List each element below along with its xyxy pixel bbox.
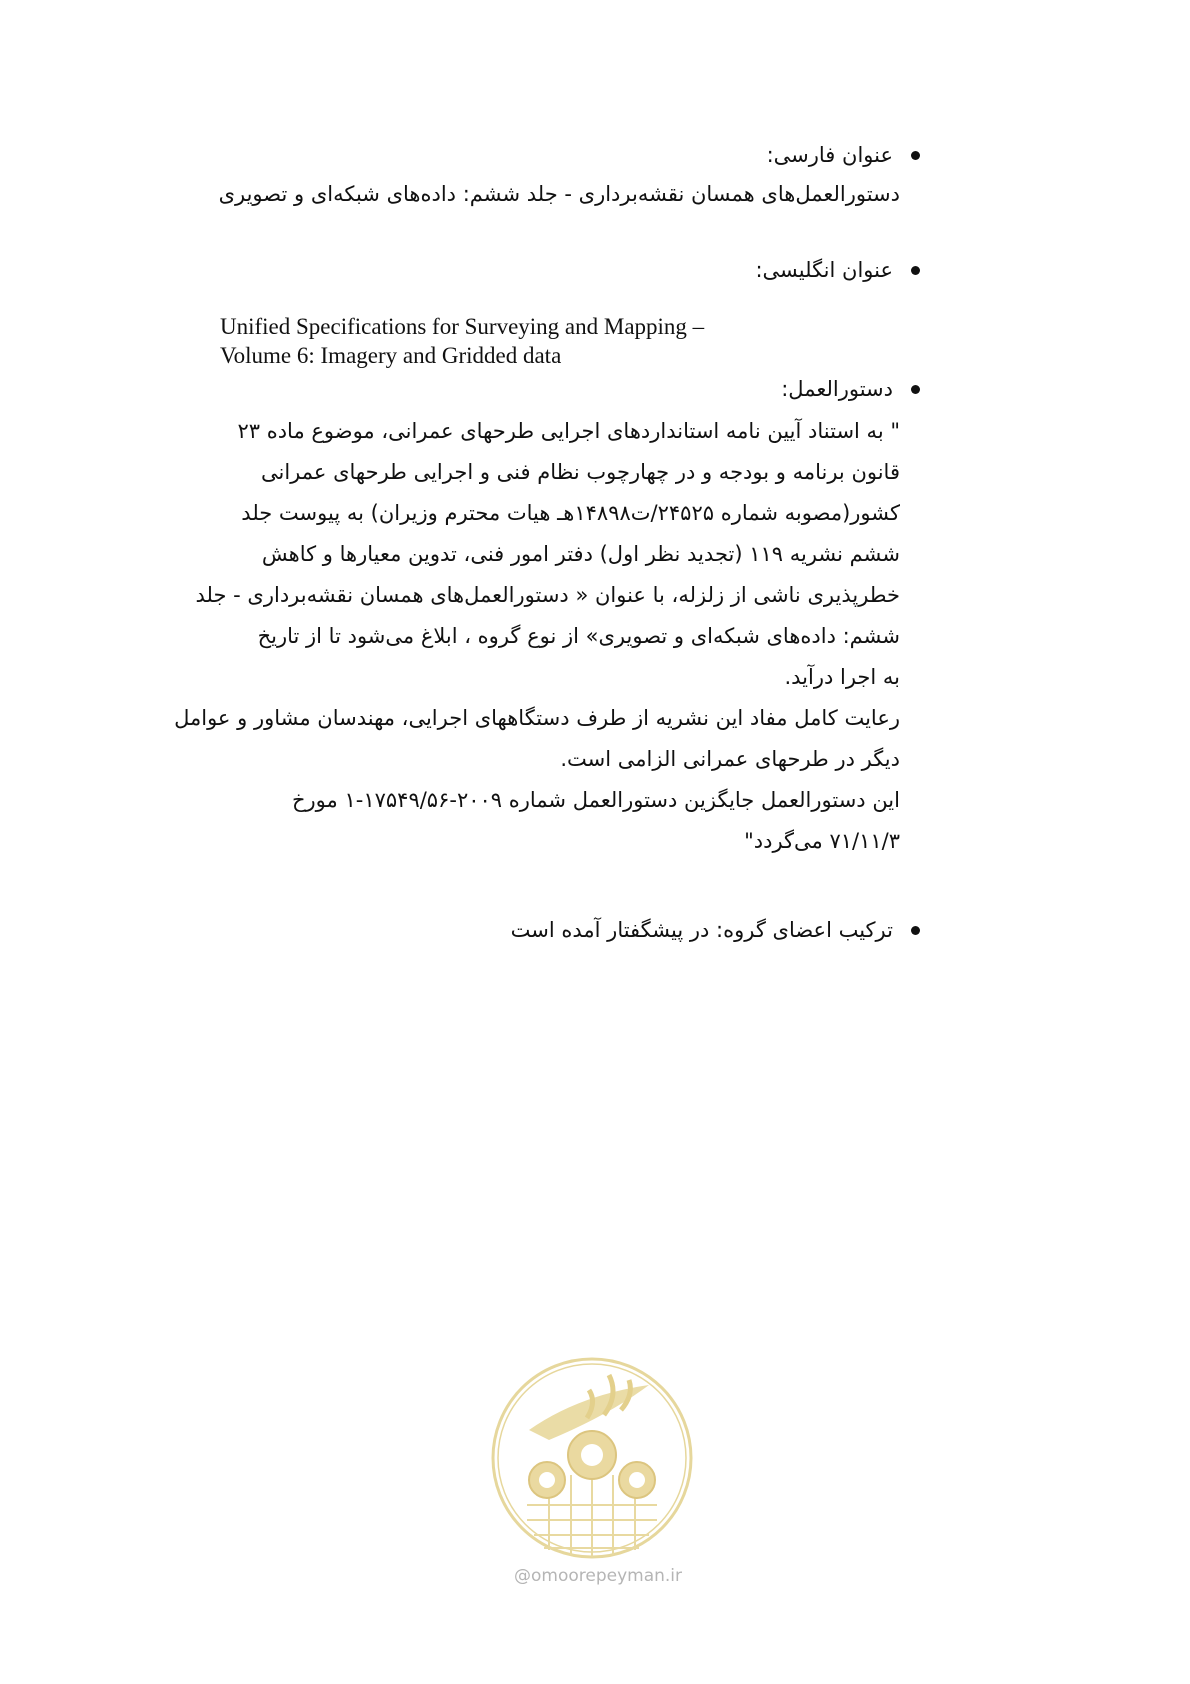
directive-line: به اجرا درآید. bbox=[784, 665, 900, 689]
english-title-line-2: Volume 6: Imagery and Gridded data bbox=[220, 343, 562, 368]
directive-line: " به استناد آیین نامه استانداردهای اجرایی طرحهای عمرانی، موضوع ماده ۲۳ bbox=[237, 419, 900, 443]
english-title-heading bbox=[755, 258, 920, 282]
omoorepeyman-logo bbox=[489, 1355, 695, 1561]
directive-label: دستورالعمل: bbox=[781, 377, 893, 401]
watermark-text: @omoorepeyman.ir bbox=[513, 1566, 683, 1586]
persian-title-label: عنوان فارسی: bbox=[766, 143, 893, 167]
directive-paragraph bbox=[174, 411, 900, 862]
persian-title-value: دستورالعمل‌های همسان نقشه‌برداری - جلد ششم: داده‌های شبکه‌ای و تصویری bbox=[218, 182, 900, 206]
directive-line: ششم: داده‌های شبکه‌ای و تصویری» از نوع گروه ، ابلاغ می‌شود تا از تاریخ bbox=[257, 624, 900, 648]
directive-line: دیگر در طرحهای عمرانی الزامی است. bbox=[560, 747, 900, 771]
directive-heading bbox=[781, 377, 920, 401]
group-members-text: ترکیب اعضای گروه: در پیشگفتار آمده است bbox=[510, 918, 893, 942]
directive-line: رعایت کامل مفاد این نشریه از طرف دستگاههای اجرایی، مهندسان مشاور و عوامل bbox=[174, 706, 900, 730]
directive-line: کشور(مصوبه شماره ۲۴۵۲۵/ت۱۴۸۹۸هـ هیات محترم وزیران) به پیوست جلد bbox=[241, 501, 900, 525]
directive-line: قانون برنامه و بودجه و در چهارچوب نظام فنی و اجرایی طرحهای عمرانی bbox=[260, 460, 900, 484]
bullet-icon bbox=[911, 266, 920, 275]
directive-line: ششم نشریه ۱۱۹ (تجدید نظر اول) دفتر امور فنی، تدوین معیارها و کاهش bbox=[261, 542, 900, 566]
directive-line: ۷۱/۱۱/۳ می‌گردد" bbox=[744, 829, 900, 853]
english-title-line-1: Unified Specifications for Surveying and Mapping – bbox=[220, 314, 705, 339]
english-title-label: عنوان انگلیسی: bbox=[755, 258, 893, 282]
bullet-icon bbox=[911, 926, 920, 935]
persian-title-heading bbox=[767, 143, 920, 167]
directive-line: این دستورالعمل جایگزین دستورالعمل شماره ۲۰۰۹-۱۷۵۴۹/۵۶-۱ مورخ bbox=[291, 788, 900, 812]
bullet-icon bbox=[911, 151, 920, 160]
directive-line: خطرپذیری ناشی از زلزله، با عنوان « دستورالعمل‌های همسان نقشه‌برداری - جلد bbox=[195, 583, 900, 607]
group-members-item bbox=[511, 918, 920, 942]
bullet-icon bbox=[911, 385, 920, 394]
